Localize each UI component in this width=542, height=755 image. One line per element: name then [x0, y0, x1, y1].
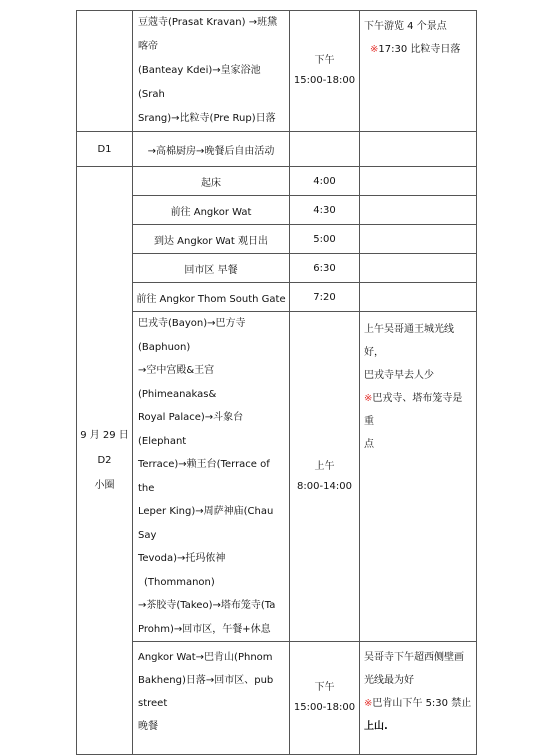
- note-red-text: 点: [364, 439, 374, 450]
- time-range: 15:00-18:00: [293, 75, 356, 86]
- day-label: D2: [97, 455, 112, 466]
- route-line: Prohm)→回市区，午餐+休息: [138, 623, 271, 635]
- time-range: 15:00-18:00: [293, 702, 356, 713]
- note-red-text: 17:30 比粒寺日落: [378, 44, 461, 55]
- table-row: [77, 132, 477, 167]
- time-cell: 4:00: [290, 167, 360, 196]
- table-row: [77, 225, 477, 254]
- route-line: 晚餐: [138, 721, 158, 732]
- note-cell: [360, 642, 477, 755]
- time-cell: [290, 11, 360, 132]
- note-cell-empty: [360, 167, 477, 196]
- time-cell: [290, 642, 360, 755]
- time-period: 下午: [314, 55, 335, 66]
- day-date: 9 月 29 日: [80, 430, 129, 441]
- activity-cell: 回市区 早餐: [133, 254, 290, 283]
- route-line: Bakheng)日落→回市区、pub street: [138, 675, 274, 709]
- activity-cell: 到达 Angkor Wat 观日出: [133, 225, 290, 254]
- table-row: [77, 283, 477, 312]
- note-red-text: 巴肯山下午 5:30 禁止: [372, 698, 472, 709]
- route-cell: [133, 312, 290, 642]
- table-row: [77, 167, 477, 196]
- note-text: 上午吴哥通王城光线好，: [364, 324, 454, 358]
- time-cell: 7:20: [290, 283, 360, 312]
- time-cell-empty: [290, 132, 360, 167]
- route-line: Terrace)→赖王台(Terrace of the: [138, 459, 270, 494]
- note-mark: ※: [370, 44, 379, 55]
- note-text: 光线最为好: [364, 675, 414, 686]
- day-group: 小圈: [94, 480, 115, 491]
- note-cell: [360, 11, 477, 132]
- time-cell: 5:00: [290, 225, 360, 254]
- time-cell: 6:30: [290, 254, 360, 283]
- note-highlight: [364, 692, 472, 715]
- activity-cell: →高棉厨房→晚餐后自由活动: [133, 132, 290, 167]
- note-mark: ※: [364, 393, 373, 404]
- day-cell-empty: [77, 11, 133, 132]
- route-line: (Thommanon): [144, 576, 215, 588]
- time-period: 上午: [314, 460, 335, 472]
- route-line: Srang)→比粒寺(Pre Rup)日落: [138, 113, 276, 124]
- route-line: (Banteay Kdei)→皇家浴池(Srah: [138, 65, 261, 100]
- note-text: 巴戎寺早去人少: [364, 370, 434, 381]
- note-red-text: 巴戎寺、塔布笼寺是重: [364, 393, 463, 427]
- time-range: 8:00-14:00: [297, 480, 352, 492]
- route-line: Tevoda)→托玛侬神: [138, 553, 226, 564]
- time-cell: [290, 312, 360, 642]
- route-line: Royal Palace)→斗象台(Elephant: [138, 412, 244, 447]
- table-row: [77, 254, 477, 283]
- note-bold-text: 上山.: [364, 721, 388, 732]
- table-row: [77, 312, 477, 642]
- route-line: 巴戎寺(Bayon)→巴方寺(Baphuon): [138, 318, 246, 353]
- activity-cell: 起床: [133, 167, 290, 196]
- day-cell: [77, 167, 133, 755]
- route-line: Leper King)→周萨神庙(Chau Say: [138, 506, 274, 541]
- table-row: [77, 196, 477, 225]
- note-highlight: [364, 387, 472, 433]
- route-cell: [133, 11, 290, 132]
- note-mark: ※: [364, 698, 373, 709]
- note-highlight: [364, 38, 472, 61]
- note-text: 下午游览 4 个景点: [364, 21, 447, 32]
- note-cell-empty: [360, 132, 477, 167]
- note-cell-empty: [360, 225, 477, 254]
- table-row: [77, 11, 477, 132]
- route-line: →空中宫殿&王宫(Phimeanakas&: [138, 365, 217, 400]
- time-period: 下午: [314, 682, 335, 693]
- table-row: [77, 642, 477, 755]
- note-cell-empty: [360, 196, 477, 225]
- route-line: →茶胶寺(Takeo)→塔布笼寺(Ta: [138, 600, 276, 611]
- note-cell: [360, 312, 477, 642]
- note-text: 吴哥寺下午超西侧壁画: [364, 652, 464, 663]
- route-cell: [133, 642, 290, 755]
- activity-cell: 前往 Angkor Wat: [133, 196, 290, 225]
- time-cell: 4:30: [290, 196, 360, 225]
- activity-cell: 前往 Angkor Thom South Gate: [133, 283, 290, 312]
- day-cell: D1: [77, 132, 133, 167]
- itinerary-table: [76, 10, 477, 755]
- note-cell-empty: [360, 283, 477, 312]
- route-line: Angkor Wat→巴肯山(Phnom: [138, 652, 273, 663]
- route-line: 豆蔻寺(Prasat Kravan) →班黛喀帝: [138, 17, 278, 52]
- note-cell-empty: [360, 254, 477, 283]
